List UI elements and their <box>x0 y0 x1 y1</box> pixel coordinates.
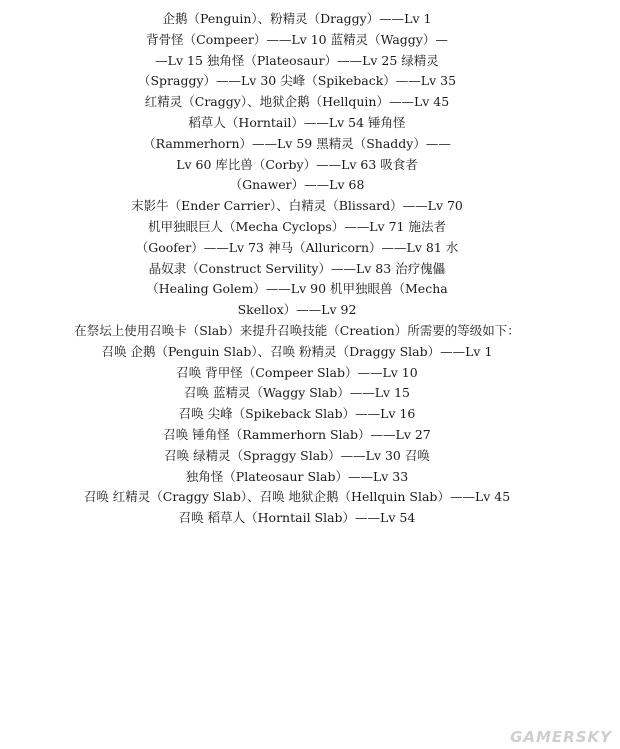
text-line: 召唤 红精灵（Craggy Slab）、召唤 地狱企鹅（Hellquin Slab）——Lv 45 <box>83 489 511 505</box>
text-line: 召唤 企鹅（Penguin Slab）、召唤 粉精灵（Draggy Slab）——Lv 1 <box>101 343 493 359</box>
text-line: 企鹅（Penguin）、粉精灵（Draggy）——Lv 1 <box>162 11 432 26</box>
text-line: 背骨怪（Compeer）——Lv 10 蓝精灵（Waggy）— <box>146 31 448 47</box>
text-line: 召唤 背甲怪（Compeer Slab）——Lv 10 <box>176 364 418 380</box>
text-line: 召唤 蓝精灵（Waggy Slab）——Lv 15 <box>184 385 410 401</box>
text-line: （Gnawer）——Lv 68 <box>229 177 365 193</box>
text-line: （Rammerhorn）——Lv 59 黑精灵（Shaddy）—— <box>143 135 451 151</box>
document-body <box>0 9 620 529</box>
text-line: 独角怪（Plateosaur Slab）——Lv 33 <box>185 468 409 484</box>
text-line: 末影牛（Ender Carrier）、白精灵（Blissard）——Lv 70 <box>131 198 463 214</box>
section-intro-line: 在祭坛上使用召唤卡（Slab）来提升召唤技能（Creation）所需要的等级如下： <box>74 322 520 338</box>
text-line: （Healing Golem）——Lv 90 机甲独眼兽（Mecha <box>146 281 448 297</box>
text-line: （Goofer）——Lv 73 神马（Alluricorn）——Lv 81 水 <box>135 239 459 255</box>
text-line: Skellox）——Lv 92 <box>237 302 357 318</box>
text-line: （Spraggy）——Lv 30 尖峰（Spikeback）——Lv 35 <box>137 73 457 89</box>
site-watermark: GAMERSKY <box>510 728 612 746</box>
text-line: 召唤 稻草人（Horntail Slab）——Lv 54 <box>178 510 416 526</box>
text-line: 召唤 绿精灵（Spraggy Slab）——Lv 30 召唤 <box>164 447 430 463</box>
text-line: Lv 60 库比兽（Corby）——Lv 63 吸食者 <box>176 156 418 172</box>
text-line: 晶奴隶（Construct Servility）——Lv 83 治疗傀儡 <box>148 260 446 276</box>
text-line: 机甲独眼巨人（Mecha Cyclops）——Lv 71 施法者 <box>148 218 446 234</box>
text-line: 红精灵（Craggy）、地狱企鹅（Hellquin）——Lv 45 <box>144 94 450 110</box>
text-line: 召唤 锤角怪（Rammerhorn Slab）——Lv 27 <box>163 426 431 442</box>
text-line: 稻草人（Horntail）——Lv 54 锤角怪 <box>188 114 406 130</box>
text-line: 召唤 尖峰（Spikeback Slab）——Lv 16 <box>178 406 416 422</box>
text-line: —Lv 15 独角怪（Plateosaur）——Lv 25 绿精灵 <box>155 52 439 68</box>
